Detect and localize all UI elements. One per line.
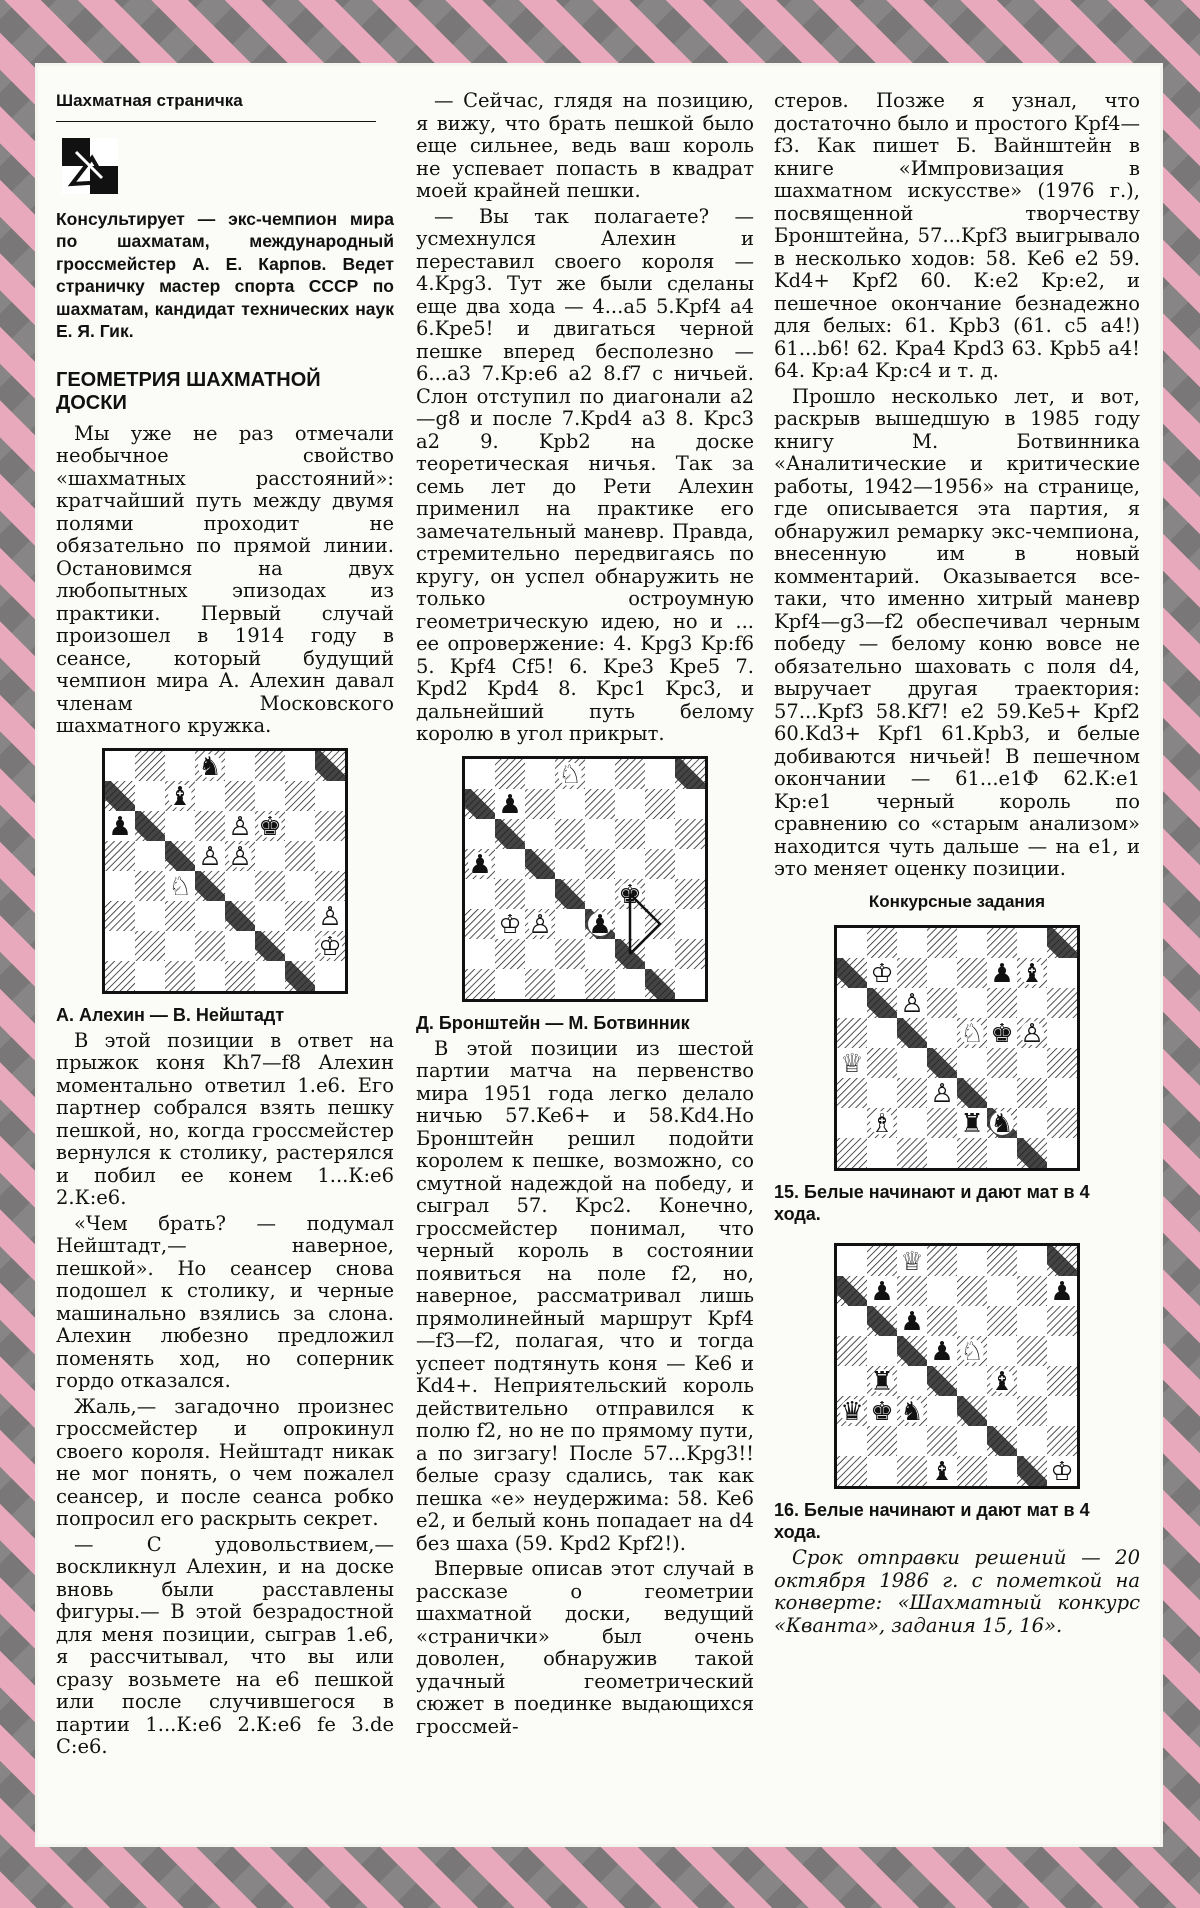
board-square bbox=[897, 928, 927, 958]
board-square bbox=[837, 1108, 867, 1138]
chess-piece: ♘ bbox=[168, 871, 192, 902]
task-15-caption: 15. Белые начинают и дают мат в 4 хода. bbox=[774, 1182, 1090, 1224]
board-square bbox=[987, 1426, 1017, 1456]
paragraph: — Сейчас, глядя на позицию, я вижу, что брать пешкой было еще сильнее, ведь ваш король не успевает попасть в квадрат моей крайней пешки. bbox=[416, 89, 754, 202]
board-square bbox=[987, 1048, 1017, 1078]
column-2 bbox=[416, 90, 754, 1741]
board-square bbox=[255, 901, 285, 931]
chess-piece: ♛ bbox=[840, 1397, 864, 1427]
board-square bbox=[225, 961, 255, 991]
board-square bbox=[675, 969, 705, 999]
board-square bbox=[927, 1276, 957, 1306]
board-square bbox=[165, 751, 195, 781]
chess-piece: ♙ bbox=[318, 901, 342, 932]
chess-piece: ♙ bbox=[198, 841, 222, 872]
board-square bbox=[987, 988, 1017, 1018]
board-square bbox=[1047, 1108, 1077, 1138]
chess-piece: ♙ bbox=[1020, 1019, 1044, 1049]
chess-piece: ♚ bbox=[870, 1397, 894, 1427]
board-square bbox=[525, 819, 555, 849]
board-square bbox=[1017, 1138, 1047, 1168]
chess-piece: ♔ bbox=[318, 931, 342, 962]
board-square bbox=[987, 1396, 1017, 1426]
chess-piece: ♙ bbox=[228, 811, 252, 842]
chess-piece: ♙ bbox=[228, 841, 252, 872]
board-square bbox=[255, 751, 285, 781]
chess-piece: ♗ bbox=[870, 1109, 894, 1139]
board-square bbox=[285, 961, 315, 991]
board-square bbox=[867, 1138, 897, 1168]
board-square bbox=[897, 958, 927, 988]
board-square bbox=[495, 969, 525, 999]
board-square bbox=[645, 879, 675, 909]
board-square bbox=[1047, 1048, 1077, 1078]
board-square bbox=[987, 1336, 1017, 1366]
chess-piece: ♔ bbox=[1050, 1457, 1074, 1486]
board-square bbox=[957, 988, 987, 1018]
board-square bbox=[1047, 1396, 1077, 1426]
paragraph: стеров. Позже я узнал, что достаточно было и простого Kpf4—f3. Как пишет Б. Вайнштейн в книге «Импровизация в шахматном искусстве» (1976 г.), посвященной творчеству Бронштейна, 57...Kpf3 выигрывало в несколько ходов: 58. Ke6 e2 59. Kd4+ Kpf2 60. К:е2 Kp:e2, и пешечное окончание безнадежно для белых: 61. Kpb3 (61. c5 a4!) 61...b6! 62. Kpa4 Kpd3 63. Kpb5 a4! 64. Kp:a4 Kp:c4 и т. д. bbox=[774, 89, 1140, 382]
board-square bbox=[1017, 1456, 1047, 1486]
board-square bbox=[135, 751, 165, 781]
chess-piece: ♙ bbox=[930, 1079, 954, 1109]
board-square bbox=[957, 1306, 987, 1336]
board-square bbox=[315, 781, 345, 811]
game-caption-1: А. Алехин — В. Нейштадт bbox=[56, 1004, 285, 1025]
board-square bbox=[927, 1018, 957, 1048]
board-square bbox=[135, 811, 165, 841]
board-square bbox=[495, 759, 525, 789]
board-square bbox=[255, 871, 285, 901]
board-square bbox=[585, 969, 615, 999]
board-square bbox=[285, 901, 315, 931]
board-square bbox=[675, 819, 705, 849]
board-square bbox=[897, 1336, 927, 1366]
board-square bbox=[675, 879, 705, 909]
board-square bbox=[195, 961, 225, 991]
board-square bbox=[225, 751, 255, 781]
board-square bbox=[957, 1246, 987, 1276]
board-square bbox=[1017, 1048, 1047, 1078]
board-square bbox=[837, 988, 867, 1018]
task-16-caption: 16. Белые начинают и дают мат в 4 хода. bbox=[774, 1500, 1090, 1542]
board-square bbox=[987, 928, 1017, 958]
chess-piece: ♟ bbox=[1050, 1277, 1074, 1307]
board-square bbox=[195, 811, 225, 841]
chess-piece: ♔ bbox=[870, 959, 894, 989]
board-square bbox=[615, 969, 645, 999]
board-square bbox=[465, 759, 495, 789]
board-square bbox=[585, 759, 615, 789]
board-square bbox=[897, 1018, 927, 1048]
board-square bbox=[105, 961, 135, 991]
board-square bbox=[1047, 928, 1077, 958]
board-square bbox=[615, 849, 645, 879]
board-square bbox=[1017, 1396, 1047, 1426]
rubric-title: Шахматная страничка bbox=[56, 90, 376, 122]
board-square bbox=[867, 1306, 897, 1336]
board-square bbox=[837, 1426, 867, 1456]
board-square bbox=[1017, 1246, 1047, 1276]
paragraph: — С удовольствием,— воскликнул Алехин, и на доске вновь были расставлены фигуры.— В этой безрадостной для меня позиции, сыграв 1.e6, я рассчитывал, что вы или сразу возьмете на e6 пешкой или после случившегося в партии 1...К:е6 2.К:е6 fe 3.de С:е6. bbox=[56, 1532, 394, 1758]
board-square bbox=[987, 1276, 1017, 1306]
board-square bbox=[645, 849, 675, 879]
board-square bbox=[957, 1048, 987, 1078]
board-square bbox=[135, 781, 165, 811]
board-square bbox=[555, 969, 585, 999]
board-square bbox=[897, 1276, 927, 1306]
board-square bbox=[867, 988, 897, 1018]
board-square bbox=[987, 1306, 1017, 1336]
board-square bbox=[135, 841, 165, 871]
board-square bbox=[927, 1138, 957, 1168]
board-square bbox=[195, 781, 225, 811]
contest-title: Конкурсные задания bbox=[868, 891, 1046, 911]
board-square bbox=[1047, 1078, 1077, 1108]
board-square bbox=[555, 819, 585, 849]
board-square bbox=[927, 1108, 957, 1138]
board-square bbox=[675, 909, 705, 939]
board-square bbox=[285, 751, 315, 781]
board-square bbox=[495, 819, 525, 849]
board-square bbox=[1047, 1018, 1077, 1048]
paragraph: В этой позиции в ответ на прыжок коня Kh7—f8 Алехин моментально ответил 1.e6. Его партнер собрался взять пешку пешкой, но, когда гроссмейстер вернулся к столику, растерялся и побил ее конем 1...К:е6 2.К:е6. bbox=[56, 1028, 394, 1209]
chess-piece: ♘ bbox=[960, 1019, 984, 1049]
board-square bbox=[555, 909, 585, 939]
board-square bbox=[285, 811, 315, 841]
chess-piece: ♚ bbox=[618, 879, 642, 910]
board-square bbox=[165, 961, 195, 991]
board-square bbox=[867, 1246, 897, 1276]
board-square bbox=[285, 871, 315, 901]
board-square bbox=[675, 939, 705, 969]
board-square bbox=[105, 751, 135, 781]
board-square bbox=[927, 1048, 957, 1078]
board-square bbox=[315, 961, 345, 991]
board-square bbox=[1017, 1276, 1047, 1306]
board-square bbox=[135, 871, 165, 901]
board-square bbox=[495, 849, 525, 879]
board-square bbox=[615, 789, 645, 819]
chess-piece: ♝ bbox=[930, 1457, 954, 1486]
board-square bbox=[645, 819, 675, 849]
board-square bbox=[1017, 1078, 1047, 1108]
board-square bbox=[645, 759, 675, 789]
board-square bbox=[555, 849, 585, 879]
chess-piece: ♟ bbox=[990, 959, 1014, 989]
chess-piece: ♚ bbox=[990, 1019, 1014, 1049]
board-square bbox=[645, 939, 675, 969]
board-square bbox=[465, 879, 495, 909]
chess-piece: ♜ bbox=[870, 1367, 894, 1397]
board-square bbox=[225, 931, 255, 961]
board-square bbox=[555, 789, 585, 819]
column-3 bbox=[774, 90, 1140, 1640]
board-square bbox=[285, 931, 315, 961]
board-square bbox=[1017, 1426, 1047, 1456]
board-square bbox=[1047, 1246, 1077, 1276]
board-square bbox=[105, 871, 135, 901]
board-square bbox=[285, 781, 315, 811]
article-title: ГЕОМЕТРИЯ ШАХМАТНОЙ ДОСКИ bbox=[56, 368, 321, 414]
chess-piece: ♘ bbox=[960, 1337, 984, 1367]
game-caption-2: Д. Бронштейн — М. Ботвинник bbox=[416, 1012, 690, 1033]
board-square bbox=[465, 789, 495, 819]
board-square bbox=[1017, 928, 1047, 958]
board-square bbox=[585, 879, 615, 909]
board-square bbox=[1047, 1366, 1077, 1396]
chess-piece: ♞ bbox=[900, 1397, 924, 1427]
board-square bbox=[525, 789, 555, 819]
board-square bbox=[615, 819, 645, 849]
board-square bbox=[837, 1366, 867, 1396]
chess-logo-icon bbox=[62, 138, 118, 194]
board-square bbox=[927, 928, 957, 958]
board-square bbox=[927, 958, 957, 988]
board-square bbox=[837, 1018, 867, 1048]
board-square bbox=[897, 1108, 927, 1138]
board-square bbox=[1017, 1366, 1047, 1396]
chess-piece: ♟ bbox=[930, 1337, 954, 1367]
board-square bbox=[465, 909, 495, 939]
board-square bbox=[165, 811, 195, 841]
chess-piece: ♝ bbox=[1020, 959, 1044, 989]
chess-piece: ♟ bbox=[588, 909, 612, 940]
paragraph: «Чем брать? — подумал Нейштадт,— наверное, пешкой». Но сеансер снова подошел к столику, и черные машинально взялись за слона. Алехин любезно предложил поменять ход, но соперник гордо отказался. bbox=[56, 1211, 394, 1392]
board-square bbox=[957, 1396, 987, 1426]
board-square bbox=[525, 969, 555, 999]
chess-piece: ♕ bbox=[840, 1049, 864, 1079]
board-square bbox=[837, 1246, 867, 1276]
chessboard-alekhine bbox=[102, 748, 348, 994]
board-square bbox=[837, 1276, 867, 1306]
board-square bbox=[495, 879, 525, 909]
board-square bbox=[675, 789, 705, 819]
board-square bbox=[465, 939, 495, 969]
chessboard-bronstein bbox=[462, 756, 708, 1002]
board-square bbox=[1047, 1426, 1077, 1456]
board-square bbox=[1047, 1306, 1077, 1336]
board-square bbox=[897, 1456, 927, 1486]
board-square bbox=[255, 841, 285, 871]
board-square bbox=[927, 1396, 957, 1426]
board-square bbox=[927, 1426, 957, 1456]
magazine-page bbox=[38, 66, 1160, 1844]
board-square bbox=[105, 901, 135, 931]
board-square bbox=[465, 969, 495, 999]
board-square bbox=[837, 1306, 867, 1336]
board-square bbox=[225, 871, 255, 901]
board-square bbox=[255, 781, 285, 811]
board-square bbox=[927, 1306, 957, 1336]
board-square bbox=[957, 958, 987, 988]
board-square bbox=[957, 1456, 987, 1486]
chess-piece: ♝ bbox=[168, 781, 192, 812]
board-square bbox=[315, 871, 345, 901]
chess-piece: ♞ bbox=[990, 1109, 1014, 1139]
chessboard-task-15 bbox=[834, 925, 1080, 1171]
board-square bbox=[645, 969, 675, 999]
board-square bbox=[927, 988, 957, 1018]
chess-piece: ♙ bbox=[900, 989, 924, 1019]
board-square bbox=[555, 879, 585, 909]
chess-piece: ♚ bbox=[258, 811, 282, 842]
board-square bbox=[1017, 1108, 1047, 1138]
board-square bbox=[837, 1336, 867, 1366]
board-square bbox=[957, 928, 987, 958]
chess-piece: ♟ bbox=[108, 811, 132, 842]
board-square bbox=[837, 1456, 867, 1486]
board-square bbox=[225, 781, 255, 811]
board-square bbox=[1047, 1138, 1077, 1168]
board-square bbox=[837, 928, 867, 958]
board-square bbox=[105, 841, 135, 871]
board-square bbox=[255, 931, 285, 961]
board-square bbox=[225, 901, 255, 931]
chess-piece: ♕ bbox=[900, 1247, 924, 1277]
board-square bbox=[987, 1078, 1017, 1108]
paragraph: Жаль,— загадочно произнес гроссмейстер и опрокинул своего короля. Нейштадт никак не мог понять, о чем пожалел сеансер, и после сеанса робко попросил его раскрыть секрет. bbox=[56, 1394, 394, 1530]
board-square bbox=[315, 811, 345, 841]
paragraph: В этой позиции из шестой партии матча на первенство мира 1951 года легко делало ничью 57.Ke6+ и 58.Kd4.Но Бронштейн решил подойти королем к пешке, возможно, со смутной надеждой на победу, и сыграл 57. Kpc2. Конечно, гроссмейстер понимал, что черный король в состоянии появиться на поле f2, но, наверное, рассматривал лишь прямолинейный маршрут Kpf4—f3—f2, полагая, что и тогда успеет подтянуть коня — Ke6 и Kd4+. Неприятельский король действительно отправился к полю f2, но не по прямому пути, а по зигзагу! После 57...Kpg3!! белые сразу сдались, так как пешка «e» неудержима: 58. Ke6 e2, и белый конь попадает на d4 без шаха (59. Kpd2 Kpf2!). bbox=[416, 1036, 754, 1555]
board-square bbox=[867, 1456, 897, 1486]
board-square bbox=[105, 781, 135, 811]
board-square bbox=[525, 939, 555, 969]
board-square bbox=[1017, 1336, 1047, 1366]
board-square bbox=[135, 931, 165, 961]
paragraph: Впервые описав этот случай в рассказе о геометрии шахматной доски, ведущий «странички» был очень доволен, обнаружив такой удачный геометрический сюжет в поединке выдающихся гроссмей- bbox=[416, 1557, 754, 1738]
board-square bbox=[957, 1138, 987, 1168]
chess-piece: ♟ bbox=[468, 849, 492, 880]
board-square bbox=[1017, 1306, 1047, 1336]
board-square bbox=[897, 1078, 927, 1108]
board-square bbox=[255, 961, 285, 991]
board-square bbox=[165, 901, 195, 931]
chess-piece: ♞ bbox=[198, 751, 222, 782]
board-square bbox=[897, 1138, 927, 1168]
board-square bbox=[1047, 988, 1077, 1018]
board-square bbox=[987, 1456, 1017, 1486]
chess-piece: ♟ bbox=[870, 1277, 894, 1307]
board-square bbox=[837, 958, 867, 988]
board-square bbox=[135, 901, 165, 931]
board-square bbox=[675, 759, 705, 789]
board-square bbox=[645, 789, 675, 819]
board-square bbox=[525, 759, 555, 789]
board-square bbox=[495, 939, 525, 969]
column-1 bbox=[56, 90, 394, 1762]
board-square bbox=[585, 939, 615, 969]
board-square bbox=[675, 849, 705, 879]
board-square bbox=[867, 1018, 897, 1048]
board-square bbox=[105, 931, 135, 961]
board-square bbox=[897, 1366, 927, 1396]
paragraph: Прошло несколько лет, и вот, раскрыв вышедшую в 1985 году книгу М. Ботвинника «Аналитические и критические работы, 1942—1956» на странице, где описывается эта партия, я обнаружил ремарку экс-чемпиона, внесенную им в новый комментарий. Оказывается все-таки, что именно хитрый маневр Kpf4—g3—f2 обеспечивал черным победу — белому коню вовсе не обязательно шаховать с поля d4, выручает другая траектория: 57...Kpf3 58.Kf7! e2 59.Ke5+ Kpf2 60.Kd3+ Kpf1 61.Kpb3, и белые добиваются ничьей! В пешечном окончании — 61...e1Ф 62.К:е1 Kp:e1 черный король по сравнению со «старым анализом» находится чуть дальше — на e1, и это меняет оценку позиции. bbox=[774, 384, 1140, 880]
deadline-note: Срок отправки решений — 20 октября 1986 г. с пометкой на конверте: «Шахматный конкурс «Кванта», задания 15, 16». bbox=[774, 1546, 1140, 1637]
chess-piece: ♟ bbox=[900, 1307, 924, 1337]
board-square bbox=[897, 1426, 927, 1456]
chess-piece: ♝ bbox=[990, 1367, 1014, 1397]
board-square bbox=[285, 841, 315, 871]
board-square bbox=[867, 1048, 897, 1078]
board-square bbox=[927, 1366, 957, 1396]
board-square bbox=[837, 1138, 867, 1168]
board-square bbox=[585, 789, 615, 819]
consultant-note: Консультирует — экс-чемпион мира по шахматам, международный гроссмейстер А. Е. Карпов. Ведет страничку мастер спорта СССР по шахматам, кандидат технических наук Е. Я. Гик. bbox=[56, 208, 394, 341]
board-square bbox=[525, 879, 555, 909]
board-square bbox=[165, 931, 195, 961]
board-square bbox=[1017, 988, 1047, 1018]
intro-paragraph: Мы уже не раз отмечали необычное свойство «шахматных расстояний»: кратчайший путь между двумя полями проходит не обязательно по прямой линии. Остановимся на двух любопытных эпизодах из практики. Первый случай произошел в 1914 году в сеансе, который будущий чемпион мира А. Алехин давал членам Московского шахматного кружка. bbox=[56, 421, 394, 737]
board-square bbox=[837, 1078, 867, 1108]
chess-piece: ♜ bbox=[960, 1109, 984, 1139]
board-square bbox=[897, 1048, 927, 1078]
board-square bbox=[867, 1336, 897, 1366]
board-square bbox=[1047, 958, 1077, 988]
board-square bbox=[525, 849, 555, 879]
chess-piece: ♙ bbox=[528, 909, 552, 940]
board-square bbox=[867, 928, 897, 958]
board-square bbox=[315, 751, 345, 781]
board-square bbox=[195, 931, 225, 961]
board-square bbox=[987, 1246, 1017, 1276]
board-square bbox=[867, 1078, 897, 1108]
chess-piece: ♔ bbox=[498, 909, 522, 940]
board-square bbox=[615, 759, 645, 789]
board-square bbox=[957, 1276, 987, 1306]
paragraph: — Вы так полагаете? — усмехнулся Алехин и переставил своего короля — 4.Kpg3. Тут же были сделаны еще два хода — 4...a5 5.Kpf4 a4 6.Kpe5! и двигаться черной пешке вперед бесполезно — 6...a3 7.Kp:e6 a2 8.f7 с ничьей. Слон отступил по диагонали a2—g8 и после 7.Kpd4 a3 8. Kpc3 a2 9. Kpb2 на доске теоретическая ничья. Так за семь лет до Рети Алехин применил на практике его замечательный маневр. Правда, стремительно передвигаясь по кругу, он успел обнаружить не только остроумную геометрическую идею, но и ... ее опровержение: 4. Kpg3 Kp:f6 5. Kpf4 Cf5! 6. Kpe3 Kpe5 7. Kpd2 Kpd4 8. Kpc1 Kpc3, и дальнейший путь белому королю в угол прикрыт. bbox=[416, 204, 754, 745]
board-square bbox=[195, 871, 225, 901]
board-square bbox=[315, 841, 345, 871]
board-square bbox=[135, 961, 165, 991]
chessboard-task-16 bbox=[834, 1243, 1080, 1489]
board-square bbox=[585, 849, 615, 879]
board-square bbox=[867, 1426, 897, 1456]
board-square bbox=[165, 841, 195, 871]
board-square bbox=[957, 1426, 987, 1456]
chess-piece: ♟ bbox=[498, 789, 522, 820]
board-square bbox=[927, 1246, 957, 1276]
board-square bbox=[957, 1366, 987, 1396]
board-square bbox=[585, 819, 615, 849]
board-square bbox=[195, 901, 225, 931]
board-square bbox=[957, 1078, 987, 1108]
board-square bbox=[465, 819, 495, 849]
board-square bbox=[987, 1138, 1017, 1168]
board-square bbox=[1047, 1336, 1077, 1366]
chess-piece: ♘ bbox=[558, 759, 582, 790]
board-square bbox=[555, 939, 585, 969]
